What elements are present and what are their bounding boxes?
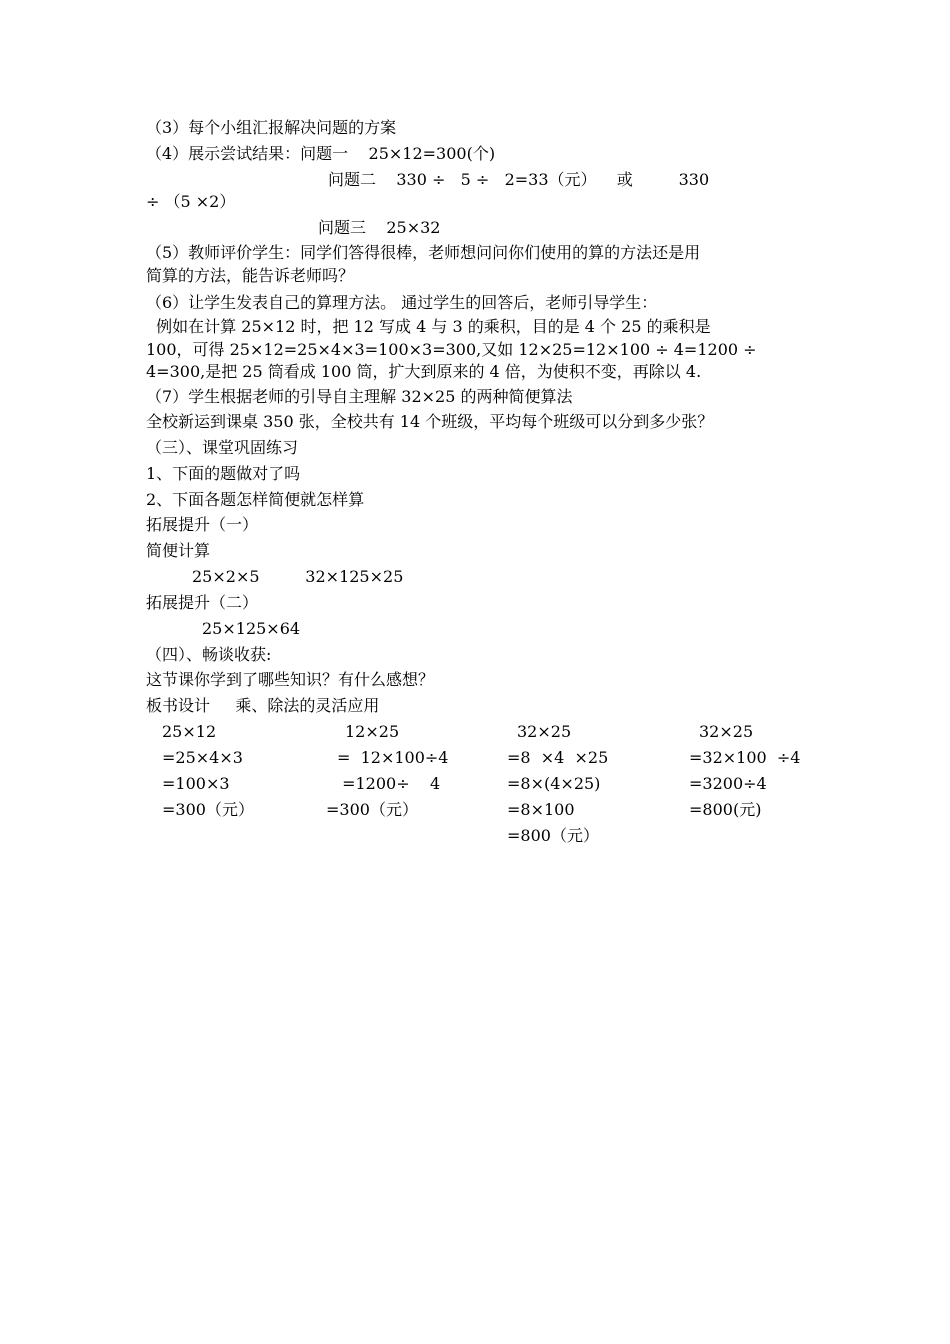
board-col3-line: =8×(4×25): [507, 774, 601, 793]
step-5-cont: 简算的方法，能告诉老师吗？: [146, 266, 355, 285]
problem-3: 问题三 25×32: [318, 218, 441, 237]
board-design-title: 板书设计 乘、除法的灵活应用: [146, 696, 380, 715]
board-col4-line: 32×25: [699, 722, 754, 741]
section-four-heading: （四）、畅谈收获:: [146, 645, 272, 664]
board-col2-line: =300（元）: [326, 800, 418, 819]
step-3: （3）每个小组汇报解决问题的方案: [146, 118, 397, 137]
exercise-1: 1、下面的题做对了吗: [146, 464, 301, 483]
extension-1-problems: 25×2×5 32×125×25: [192, 567, 404, 586]
board-col4-line: =800(元): [689, 800, 762, 819]
board-col2-line: =1200÷ 4: [337, 774, 441, 793]
extension-2-problem: 25×125×64: [202, 619, 301, 638]
board-col1-line: =100×3: [162, 774, 230, 793]
board-col4-line: =3200÷4: [689, 774, 767, 793]
step-7: （7）学生根据老师的引导自主理解 32×25 的两种简便算法: [146, 387, 573, 406]
step-4: （4）展示尝试结果：问题一 25×12=300(个): [146, 144, 496, 163]
section-three-heading: （三）、课堂巩固练习: [146, 438, 299, 457]
board-col1-line: =300（元）: [162, 800, 254, 819]
problem-2-cont: ÷ （5 ×2）: [146, 192, 236, 211]
board-col2-line: 12×25: [345, 722, 400, 741]
example-line-2: 100，可得 25×12=25×4×3=100×3=300,又如 12×25=12×100 ÷ 4=1200 ÷: [146, 340, 757, 359]
exercise-2: 2、下面各题怎样简便就怎样算: [146, 490, 365, 509]
board-col1-line: 25×12: [162, 722, 217, 741]
extension-2-heading: 拓展提升（二）: [146, 593, 259, 612]
step-5: （5）教师评价学生：同学们答得很棒，老师想问问你们使用的算的方法还是用: [146, 243, 701, 262]
board-col3-line: =8 ×4 ×25: [507, 748, 609, 767]
step-6: （6）让学生发表自己的算理方法。 通过学生的回答后，老师引导学生：: [146, 293, 658, 312]
board-col3-line: =800（元）: [507, 826, 599, 845]
simple-calc-label: 简便计算: [146, 541, 211, 560]
board-col3-line: 32×25: [517, 722, 572, 741]
reflection-question: 这节课你学到了哪些知识？有什么感想？: [146, 670, 435, 689]
board-col2-line: = 12×100÷4: [337, 748, 449, 767]
example-line-3: 4=300,是把 25 筒看成 100 筒，扩大到原来的 4 倍，为使积不变，再除以 4.: [146, 362, 702, 381]
word-problem: 全校新运到课桌 350 张，全校共有 14 个班级，平均每个班级可以分到多少张？: [146, 412, 714, 431]
board-col1-line: =25×4×3: [162, 748, 243, 767]
board-col3-line: =8×100: [507, 800, 575, 819]
board-col4-line: =32×100 ÷4: [689, 748, 801, 767]
problem-2: 问题二 330 ÷ 5 ÷ 2=33（元） 或 330: [328, 170, 710, 189]
example-line-1: 例如在计算 25×12 时，把 12 写成 4 与 3 的乘积，目的是 4 个 25 的乘积是: [146, 317, 711, 336]
extension-1-heading: 拓展提升（一）: [146, 515, 259, 534]
